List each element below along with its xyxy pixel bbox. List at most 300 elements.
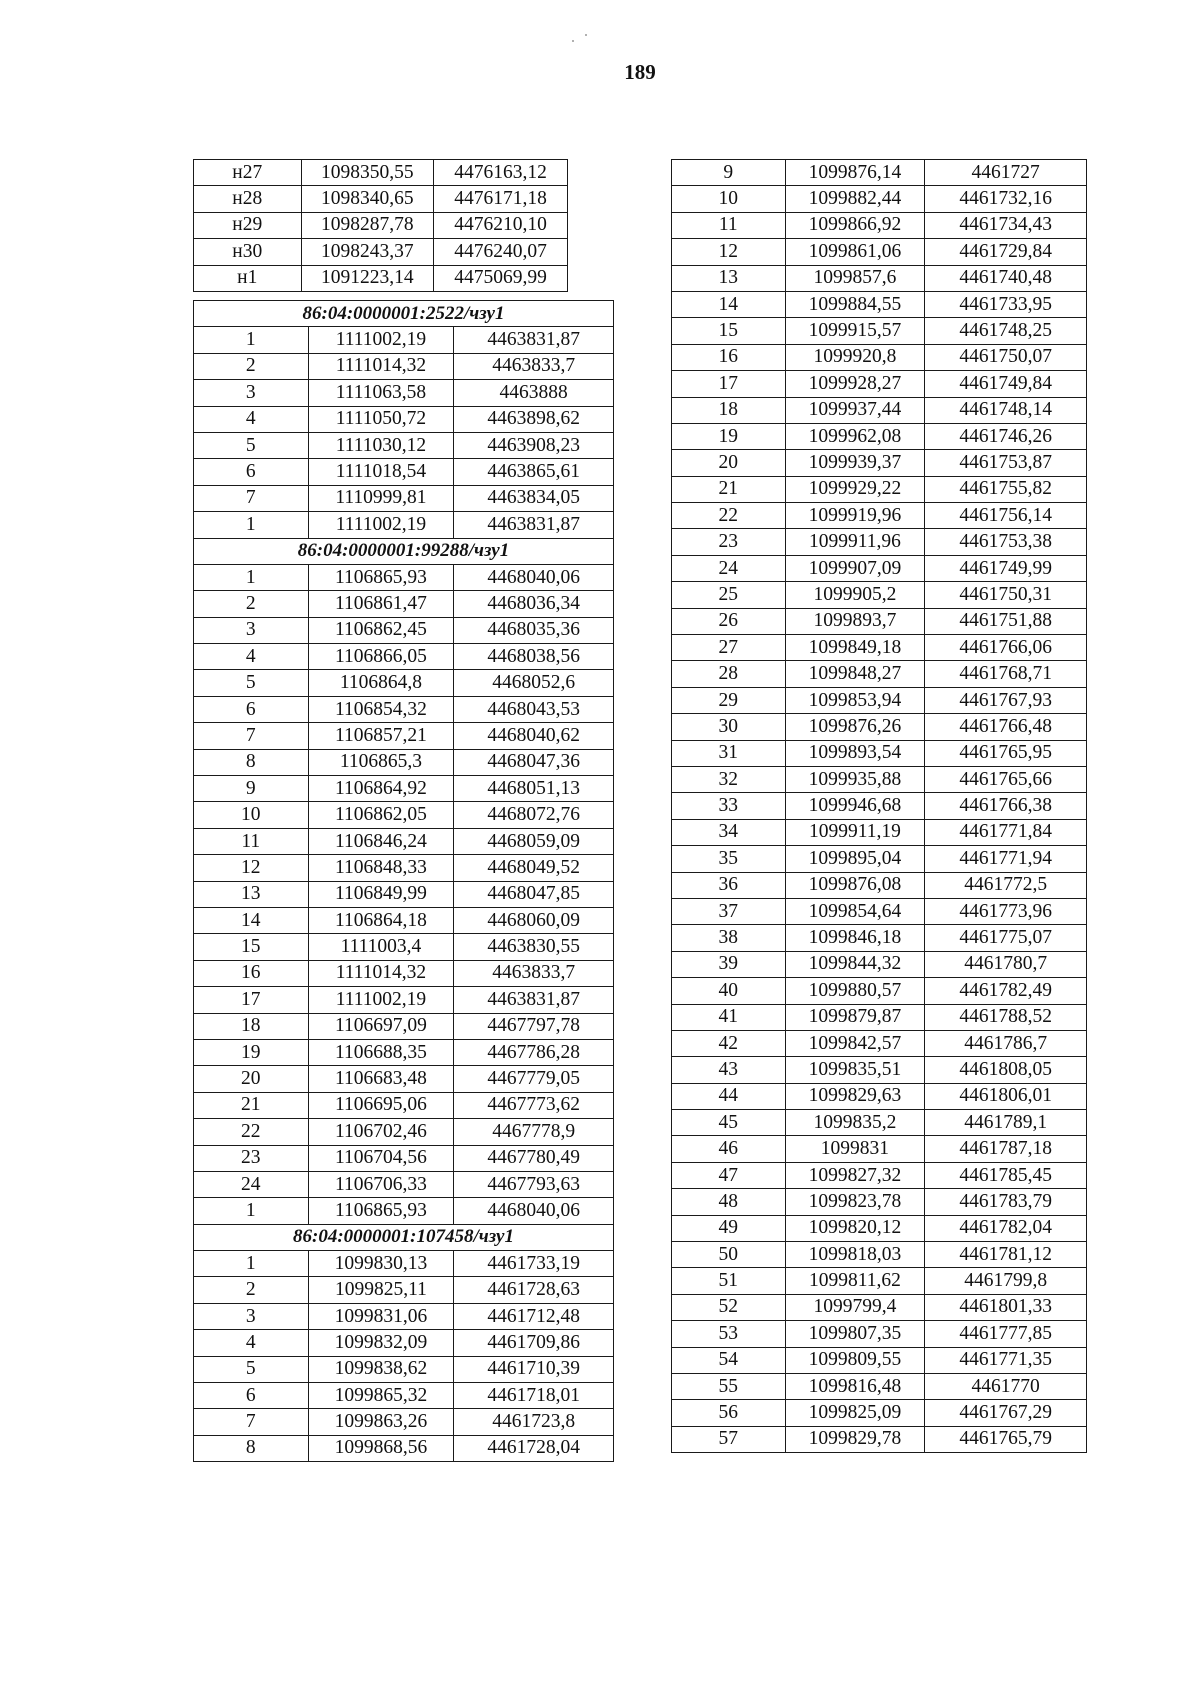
table-row [194, 1409, 614, 1435]
table-row [672, 925, 1087, 951]
point-number-cell: 10 [672, 186, 786, 212]
point-number-cell: 16 [672, 344, 786, 370]
x-coordinate-cell: 1099844,32 [785, 951, 925, 977]
y-coordinate-cell: 4467793,63 [454, 1171, 614, 1197]
y-coordinate-cell: 4467779,05 [454, 1066, 614, 1092]
x-coordinate-cell: 1111002,19 [308, 327, 454, 353]
y-coordinate-cell: 4468047,85 [454, 881, 614, 907]
table-row [194, 1198, 614, 1224]
y-coordinate-cell: 4461772,5 [925, 872, 1087, 898]
y-coordinate-cell: 4463834,05 [454, 485, 614, 511]
x-coordinate-cell: 1098340,65 [301, 186, 434, 212]
x-coordinate-cell: 1099939,37 [785, 450, 925, 476]
table-row [194, 907, 614, 933]
table-row [672, 687, 1087, 713]
table-row [194, 591, 614, 617]
y-coordinate-cell: 4461777,85 [925, 1321, 1087, 1347]
table-row [194, 1171, 614, 1197]
y-coordinate-cell: 4461750,07 [925, 344, 1087, 370]
point-number-cell: 27 [672, 635, 786, 661]
x-coordinate-cell: 1091223,14 [301, 265, 434, 291]
x-coordinate-cell: 1099946,68 [785, 793, 925, 819]
x-coordinate-cell: 1099825,11 [308, 1277, 454, 1303]
table-row [194, 1145, 614, 1171]
point-number-cell: 14 [672, 291, 786, 317]
table-row [194, 881, 614, 907]
y-coordinate-cell: 4468036,34 [454, 591, 614, 617]
point-number-cell: 31 [672, 740, 786, 766]
point-number-cell: 18 [672, 397, 786, 423]
point-number-cell: 8 [194, 1435, 309, 1461]
x-coordinate-cell: 1106849,99 [308, 881, 454, 907]
x-coordinate-cell: 1099811,62 [785, 1268, 925, 1294]
point-number-cell: 6 [194, 696, 309, 722]
y-coordinate-cell: 4467773,62 [454, 1092, 614, 1118]
point-number-cell: 37 [672, 898, 786, 924]
table-row [672, 318, 1087, 344]
x-coordinate-cell: 1106846,24 [308, 828, 454, 854]
x-coordinate-cell: 1110999,81 [308, 485, 454, 511]
point-number-cell: 57 [672, 1426, 786, 1452]
x-coordinate-cell: 1106862,05 [308, 802, 454, 828]
table-row [672, 1242, 1087, 1268]
x-coordinate-cell: 1099880,57 [785, 978, 925, 1004]
point-number-cell: 11 [194, 828, 309, 854]
y-coordinate-cell: 4461729,84 [925, 239, 1087, 265]
point-number-cell: 9 [672, 160, 786, 186]
point-number-cell: 24 [194, 1171, 309, 1197]
y-coordinate-cell: 4476171,18 [434, 186, 568, 212]
table-row [194, 160, 568, 186]
y-coordinate-cell: 4461732,16 [925, 186, 1087, 212]
x-coordinate-cell: 1106854,32 [308, 696, 454, 722]
x-coordinate-cell: 1099818,03 [785, 1242, 925, 1268]
y-coordinate-cell: 4468035,36 [454, 617, 614, 643]
y-coordinate-cell: 4461749,99 [925, 555, 1087, 581]
point-number-cell: 8 [194, 749, 309, 775]
point-number-cell: 14 [194, 907, 309, 933]
y-coordinate-cell: 4461765,66 [925, 766, 1087, 792]
y-coordinate-cell: 4461766,38 [925, 793, 1087, 819]
y-coordinate-cell: 4461782,49 [925, 978, 1087, 1004]
point-number-cell: 56 [672, 1400, 786, 1426]
y-coordinate-cell: 4461727 [925, 160, 1087, 186]
x-coordinate-cell: 1099879,87 [785, 1004, 925, 1030]
table-row [194, 1330, 614, 1356]
y-coordinate-cell: 4467778,9 [454, 1119, 614, 1145]
y-coordinate-cell: 4461751,88 [925, 608, 1087, 634]
y-coordinate-cell: 4461712,48 [454, 1303, 614, 1329]
point-number-cell: 1 [194, 1198, 309, 1224]
point-number-cell: 35 [672, 846, 786, 872]
point-number-cell: 19 [672, 423, 786, 449]
point-number-cell: 28 [672, 661, 786, 687]
table-row [672, 846, 1087, 872]
x-coordinate-cell: 1111018,54 [308, 459, 454, 485]
point-number-cell: 11 [672, 212, 786, 238]
table-row [672, 1426, 1087, 1452]
table-row [672, 1083, 1087, 1109]
table-row [672, 1110, 1087, 1136]
x-coordinate-cell: 1099929,22 [785, 476, 925, 502]
table-row [672, 1136, 1087, 1162]
table-row [672, 503, 1087, 529]
x-coordinate-cell: 1099882,44 [785, 186, 925, 212]
point-number-cell: 24 [672, 555, 786, 581]
point-number-cell: 4 [194, 406, 309, 432]
x-coordinate-cell: 1099820,12 [785, 1215, 925, 1241]
y-coordinate-cell: 4461709,86 [454, 1330, 614, 1356]
x-coordinate-cell: 1099884,55 [785, 291, 925, 317]
point-number-cell: 7 [194, 1409, 309, 1435]
y-coordinate-cell: 4468040,06 [454, 1198, 614, 1224]
point-number-cell: 7 [194, 485, 309, 511]
table-row [194, 380, 614, 406]
x-coordinate-cell: 1106861,47 [308, 591, 454, 617]
y-coordinate-cell: 4467786,28 [454, 1039, 614, 1065]
x-coordinate-cell: 1099807,35 [785, 1321, 925, 1347]
y-coordinate-cell: 4468051,13 [454, 776, 614, 802]
y-coordinate-cell: 4461728,04 [454, 1435, 614, 1461]
table-row [194, 644, 614, 670]
table-row [194, 723, 614, 749]
point-number-cell: 5 [194, 432, 309, 458]
left-top-table-body [194, 160, 568, 292]
table-row [194, 1013, 614, 1039]
parcel-cadastral-number: 86:04:0000001:2522/чзу1 [194, 301, 614, 327]
point-number-cell: 46 [672, 1136, 786, 1162]
x-coordinate-cell: 1111002,19 [308, 987, 454, 1013]
point-number-cell: 48 [672, 1189, 786, 1215]
point-number-cell: 23 [672, 529, 786, 555]
point-number-cell: 47 [672, 1162, 786, 1188]
table-row [672, 344, 1087, 370]
x-coordinate-cell: 1099863,26 [308, 1409, 454, 1435]
table-row [194, 406, 614, 432]
point-number-cell: 1 [194, 512, 309, 538]
x-coordinate-cell: 1111014,32 [308, 960, 454, 986]
table-row [194, 1277, 614, 1303]
table-row [672, 951, 1087, 977]
table-row [672, 872, 1087, 898]
x-coordinate-cell: 1099832,09 [308, 1330, 454, 1356]
table-row [672, 160, 1087, 186]
x-coordinate-cell: 1099866,92 [785, 212, 925, 238]
left-main-table-body [194, 301, 614, 1462]
y-coordinate-cell: 4461767,29 [925, 1400, 1087, 1426]
y-coordinate-cell: 4461767,93 [925, 687, 1087, 713]
table-row [194, 1119, 614, 1145]
x-coordinate-cell: 1099876,26 [785, 714, 925, 740]
point-number-cell: 39 [672, 951, 786, 977]
right-table-body [672, 160, 1087, 1453]
left-top-coordinates-table [193, 159, 568, 292]
table-row [672, 582, 1087, 608]
y-coordinate-cell: 4468060,09 [454, 907, 614, 933]
x-coordinate-cell: 1098350,55 [301, 160, 434, 186]
x-coordinate-cell: 1111002,19 [308, 512, 454, 538]
y-coordinate-cell: 4463831,87 [454, 987, 614, 1013]
y-coordinate-cell: 4468038,56 [454, 644, 614, 670]
x-coordinate-cell: 1099830,13 [308, 1251, 454, 1277]
x-coordinate-cell: 1098287,78 [301, 212, 434, 238]
table-row [194, 1303, 614, 1329]
x-coordinate-cell: 1106702,46 [308, 1119, 454, 1145]
y-coordinate-cell: 4461733,19 [454, 1251, 614, 1277]
y-coordinate-cell: 4461783,79 [925, 1189, 1087, 1215]
table-row [194, 239, 568, 265]
scan-speck [585, 34, 587, 36]
table-row [194, 696, 614, 722]
table-row [672, 766, 1087, 792]
y-coordinate-cell: 4463831,87 [454, 512, 614, 538]
table-row [672, 978, 1087, 1004]
x-coordinate-cell: 1099816,48 [785, 1373, 925, 1399]
table-row [672, 661, 1087, 687]
point-number-cell: 15 [672, 318, 786, 344]
point-number-cell: 12 [194, 855, 309, 881]
x-coordinate-cell: 1106857,21 [308, 723, 454, 749]
table-row [672, 898, 1087, 924]
y-coordinate-cell: 4461768,71 [925, 661, 1087, 687]
point-number-cell: 21 [672, 476, 786, 502]
table-row [672, 1347, 1087, 1373]
y-coordinate-cell: 4468047,36 [454, 749, 614, 775]
x-coordinate-cell: 1099893,7 [785, 608, 925, 634]
x-coordinate-cell: 1099829,78 [785, 1426, 925, 1452]
table-row [672, 212, 1087, 238]
table-row [194, 828, 614, 854]
x-coordinate-cell: 1106862,45 [308, 617, 454, 643]
scan-speck [572, 40, 574, 42]
x-coordinate-cell: 1106848,33 [308, 855, 454, 881]
x-coordinate-cell: 1099831,06 [308, 1303, 454, 1329]
table-row [194, 265, 568, 291]
x-coordinate-cell: 1111063,58 [308, 380, 454, 406]
point-number-cell: 54 [672, 1347, 786, 1373]
x-coordinate-cell: 1106864,92 [308, 776, 454, 802]
x-coordinate-cell: 1099865,32 [308, 1383, 454, 1409]
table-row [672, 186, 1087, 212]
table-row [194, 432, 614, 458]
point-number-cell: 49 [672, 1215, 786, 1241]
table-row [194, 1251, 614, 1277]
y-coordinate-cell: 4463898,62 [454, 406, 614, 432]
point-number-cell: 15 [194, 934, 309, 960]
table-row [672, 397, 1087, 423]
point-number-cell: 41 [672, 1004, 786, 1030]
point-number-cell: 42 [672, 1030, 786, 1056]
x-coordinate-cell: 1099829,63 [785, 1083, 925, 1109]
y-coordinate-cell: 4476210,10 [434, 212, 568, 238]
table-row [194, 802, 614, 828]
y-coordinate-cell: 4468052,6 [454, 670, 614, 696]
table-row [672, 635, 1087, 661]
right-coordinates-table [671, 159, 1087, 1453]
y-coordinate-cell: 4461771,35 [925, 1347, 1087, 1373]
section-heading-row [194, 301, 614, 327]
x-coordinate-cell: 1099935,88 [785, 766, 925, 792]
point-number-cell: 43 [672, 1057, 786, 1083]
x-coordinate-cell: 1099911,96 [785, 529, 925, 555]
point-number-cell: 7 [194, 723, 309, 749]
table-row [194, 987, 614, 1013]
x-coordinate-cell: 1099876,14 [785, 160, 925, 186]
x-coordinate-cell: 1106704,56 [308, 1145, 454, 1171]
point-number-cell: 9 [194, 776, 309, 802]
x-coordinate-cell: 1099868,56 [308, 1435, 454, 1461]
y-coordinate-cell: 4463833,7 [454, 960, 614, 986]
point-number-cell: 21 [194, 1092, 309, 1118]
point-number-cell: 55 [672, 1373, 786, 1399]
y-coordinate-cell: 4468059,09 [454, 828, 614, 854]
y-coordinate-cell: 4461808,05 [925, 1057, 1087, 1083]
x-coordinate-cell: 1099835,51 [785, 1057, 925, 1083]
y-coordinate-cell: 4461771,84 [925, 819, 1087, 845]
y-coordinate-cell: 4461753,87 [925, 450, 1087, 476]
point-number-cell: 19 [194, 1039, 309, 1065]
y-coordinate-cell: 4461734,43 [925, 212, 1087, 238]
point-number-cell: 44 [672, 1083, 786, 1109]
y-coordinate-cell: 4463833,7 [454, 353, 614, 379]
point-number-cell: 2 [194, 1277, 309, 1303]
table-row [672, 476, 1087, 502]
table-row [672, 450, 1087, 476]
x-coordinate-cell: 1111003,4 [308, 934, 454, 960]
table-row [672, 529, 1087, 555]
table-row [194, 1092, 614, 1118]
point-number-cell: 18 [194, 1013, 309, 1039]
y-coordinate-cell: 4461766,48 [925, 714, 1087, 740]
y-coordinate-cell: 4461710,39 [454, 1356, 614, 1382]
y-coordinate-cell: 4461718,01 [454, 1383, 614, 1409]
y-coordinate-cell: 4461782,04 [925, 1215, 1087, 1241]
x-coordinate-cell: 1099853,94 [785, 687, 925, 713]
point-number-cell: 32 [672, 766, 786, 792]
y-coordinate-cell: 4461728,63 [454, 1277, 614, 1303]
table-row [194, 485, 614, 511]
x-coordinate-cell: 1099846,18 [785, 925, 925, 951]
point-number-cell: 51 [672, 1268, 786, 1294]
y-coordinate-cell: 4461753,38 [925, 529, 1087, 555]
table-row [194, 327, 614, 353]
x-coordinate-cell: 1099876,08 [785, 872, 925, 898]
left-parcels-coordinates-table [193, 300, 614, 1462]
x-coordinate-cell: 1099907,09 [785, 555, 925, 581]
y-coordinate-cell: 4461740,48 [925, 265, 1087, 291]
point-number-cell: н1 [194, 265, 302, 291]
point-number-cell: 5 [194, 1356, 309, 1382]
y-coordinate-cell: 4468043,53 [454, 696, 614, 722]
x-coordinate-cell: 1106697,09 [308, 1013, 454, 1039]
y-coordinate-cell: 4461748,25 [925, 318, 1087, 344]
y-coordinate-cell: 4463888 [454, 380, 614, 406]
y-coordinate-cell: 4475069,99 [434, 265, 568, 291]
y-coordinate-cell: 4461780,7 [925, 951, 1087, 977]
y-coordinate-cell: 4461787,18 [925, 1136, 1087, 1162]
table-row [672, 1030, 1087, 1056]
y-coordinate-cell: 4461733,95 [925, 291, 1087, 317]
table-row [672, 1321, 1087, 1347]
point-number-cell: 23 [194, 1145, 309, 1171]
y-coordinate-cell: 4468040,62 [454, 723, 614, 749]
y-coordinate-cell: 4461806,01 [925, 1083, 1087, 1109]
point-number-cell: 17 [672, 371, 786, 397]
x-coordinate-cell: 1099905,2 [785, 582, 925, 608]
table-row [672, 555, 1087, 581]
table-row [672, 423, 1087, 449]
x-coordinate-cell: 1099937,44 [785, 397, 925, 423]
point-number-cell: н30 [194, 239, 302, 265]
y-coordinate-cell: 4461746,26 [925, 423, 1087, 449]
y-coordinate-cell: 4468049,52 [454, 855, 614, 881]
table-row [194, 1066, 614, 1092]
table-row [672, 1268, 1087, 1294]
y-coordinate-cell: 4476163,12 [434, 160, 568, 186]
point-number-cell: н28 [194, 186, 302, 212]
x-coordinate-cell: 1106695,06 [308, 1092, 454, 1118]
table-row [194, 617, 614, 643]
table-row [194, 353, 614, 379]
y-coordinate-cell: 4468040,06 [454, 564, 614, 590]
point-number-cell: 26 [672, 608, 786, 634]
point-number-cell: 20 [194, 1066, 309, 1092]
point-number-cell: 30 [672, 714, 786, 740]
table-row [194, 186, 568, 212]
point-number-cell: 40 [672, 978, 786, 1004]
point-number-cell: 50 [672, 1242, 786, 1268]
point-number-cell: 13 [672, 265, 786, 291]
y-coordinate-cell: 4461775,07 [925, 925, 1087, 951]
table-row [194, 670, 614, 696]
y-coordinate-cell: 4463865,61 [454, 459, 614, 485]
table-row [672, 1373, 1087, 1399]
table-row [672, 793, 1087, 819]
y-coordinate-cell: 4461723,8 [454, 1409, 614, 1435]
x-coordinate-cell: 1106864,18 [308, 907, 454, 933]
table-row [672, 608, 1087, 634]
x-coordinate-cell: 1106865,93 [308, 1198, 454, 1224]
y-coordinate-cell: 4461786,7 [925, 1030, 1087, 1056]
point-number-cell: 6 [194, 459, 309, 485]
x-coordinate-cell: 1099911,19 [785, 819, 925, 845]
y-coordinate-cell: 4461748,14 [925, 397, 1087, 423]
x-coordinate-cell: 1099893,54 [785, 740, 925, 766]
x-coordinate-cell: 1098243,37 [301, 239, 434, 265]
x-coordinate-cell: 1111050,72 [308, 406, 454, 432]
y-coordinate-cell: 4461749,84 [925, 371, 1087, 397]
y-coordinate-cell: 4461765,79 [925, 1426, 1087, 1452]
x-coordinate-cell: 1099831 [785, 1136, 925, 1162]
y-coordinate-cell: 4461766,06 [925, 635, 1087, 661]
table-row [672, 1294, 1087, 1320]
y-coordinate-cell: 4463830,55 [454, 934, 614, 960]
point-number-cell: н27 [194, 160, 302, 186]
x-coordinate-cell: 1099842,57 [785, 1030, 925, 1056]
point-number-cell: 1 [194, 1251, 309, 1277]
point-number-cell: 3 [194, 1303, 309, 1329]
table-row [672, 291, 1087, 317]
y-coordinate-cell: 4461788,52 [925, 1004, 1087, 1030]
y-coordinate-cell: 4461801,33 [925, 1294, 1087, 1320]
table-row [194, 512, 614, 538]
y-coordinate-cell: 4461756,14 [925, 503, 1087, 529]
x-coordinate-cell: 1099799,4 [785, 1294, 925, 1320]
x-coordinate-cell: 1099827,32 [785, 1162, 925, 1188]
table-row [194, 459, 614, 485]
x-coordinate-cell: 1111030,12 [308, 432, 454, 458]
x-coordinate-cell: 1106864,8 [308, 670, 454, 696]
